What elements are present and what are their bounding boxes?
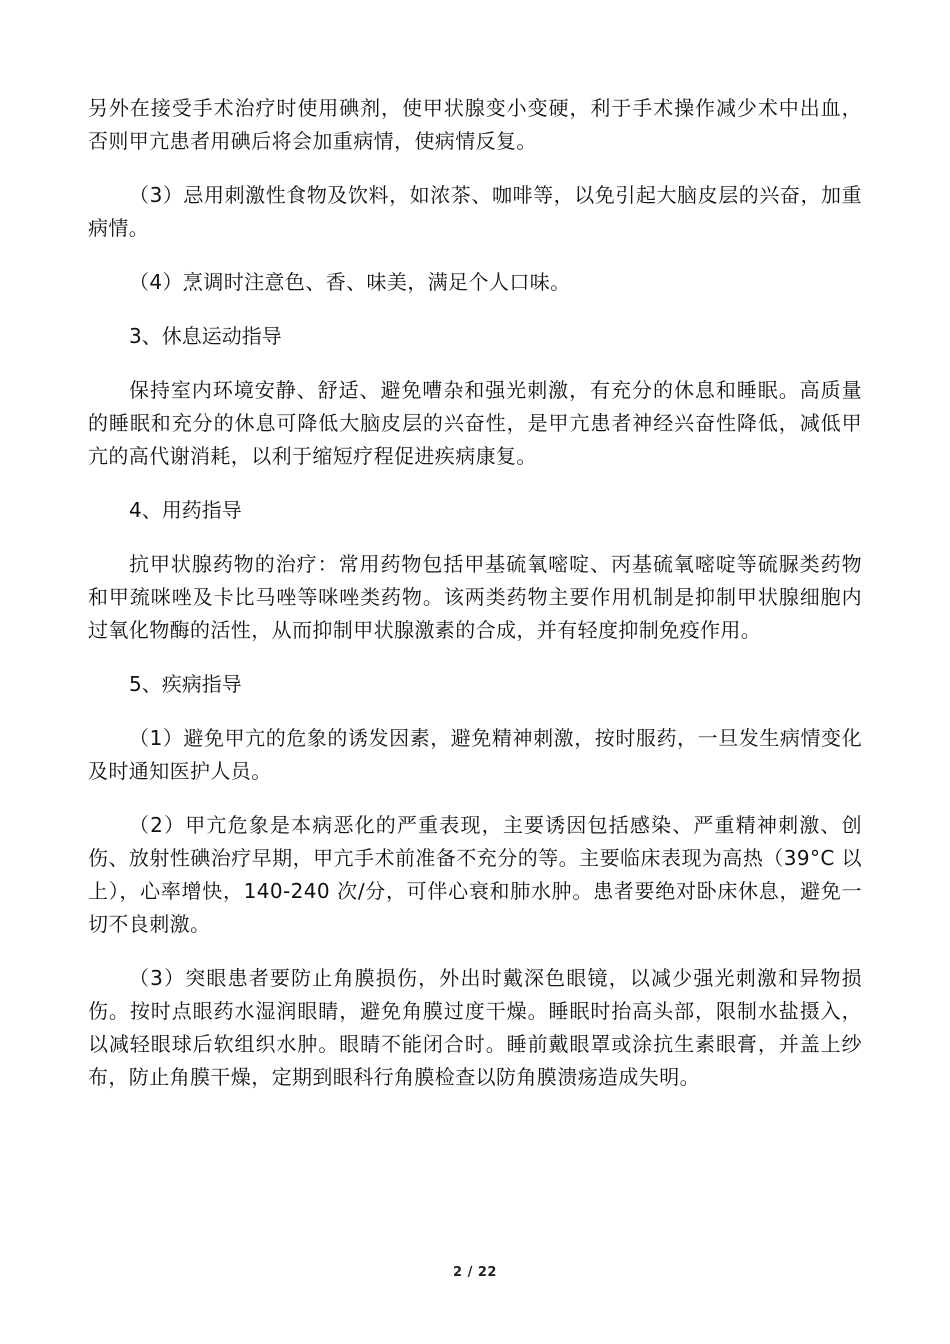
paragraph-disease-2: （2）甲亢危象是本病恶化的严重表现，主要诱因包括感染、严重精神刺激、创伤、放射性碘治疗早期，甲亢手术前准备不充分的等。主要临床表现为高热（39°C 以上），心率增快，140-240 次/分，可伴心衰和肺水肿。患者要绝对卧床休息，避免一切不良刺激。 [88, 813, 862, 936]
paragraph-item-3: （3）忌用刺激性食物及饮料，如浓茶、咖啡等，以免引起大脑皮层的兴奋，加重病情。 [88, 183, 862, 240]
paragraph-continuation: 另外在接受手术治疗时使用碘剂，使甲状腺变小变硬，利于手术操作减少术中出血，否则甲亢患者用碘后将会加重病情，使病情反复。 [88, 96, 862, 153]
page-number: 2 / 22 [453, 1265, 497, 1280]
paragraph-disease-1: （1）避免甲亢的危象的诱发因素，避免精神刺激，按时服药，一旦发生病情变化及时通知医护人员。 [88, 726, 862, 783]
section-heading-disease: 5、疾病指导 [129, 672, 242, 696]
paragraph-rest: 保持室内环境安静、舒适、避免嘈杂和强光刺激，有充分的休息和睡眠。高质量的睡眠和充分的休息可降低大脑皮层的兴奋性，是甲亢患者神经兴奋性降低，减低甲亢的高代谢消耗，以利于缩短疗程促进疾病康复。 [88, 378, 862, 468]
paragraph-disease-3: （3）突眼患者要防止角膜损伤，外出时戴深色眼镜，以减少强光刺激和异物损伤。按时点眼药水湿润眼睛，避免角膜过度干燥。睡眠时抬高头部，限制水盐摄入，以减轻眼球后软组织水肿。眼睛不能闭合时。睡前戴眼罩或涂抗生素眼膏，并盖上纱布，防止角膜干燥，定期到眼科行角膜检查以防角膜溃疡造成失明。 [88, 966, 862, 1089]
paragraph-item-4: （4）烹调时注意色、香、味美，满足个人口味。 [129, 270, 571, 294]
document-page [88, 92, 862, 1115]
section-heading-rest-exercise: 3、休息运动指导 [129, 324, 282, 348]
paragraph-medication: 抗甲状腺药物的治疗：常用药物包括甲基硫氧嘧啶、丙基硫氧嘧啶等硫脲类药物和甲巯咪唑及卡比马唑等咪唑类药物。该两类药物主要作用机制是抑制甲状腺细胞内过氧化物酶的活性，从而抑制甲状腺激素的合成，并有轻度抑制免疫作用。 [88, 552, 862, 642]
section-heading-medication: 4、用药指导 [129, 498, 242, 522]
